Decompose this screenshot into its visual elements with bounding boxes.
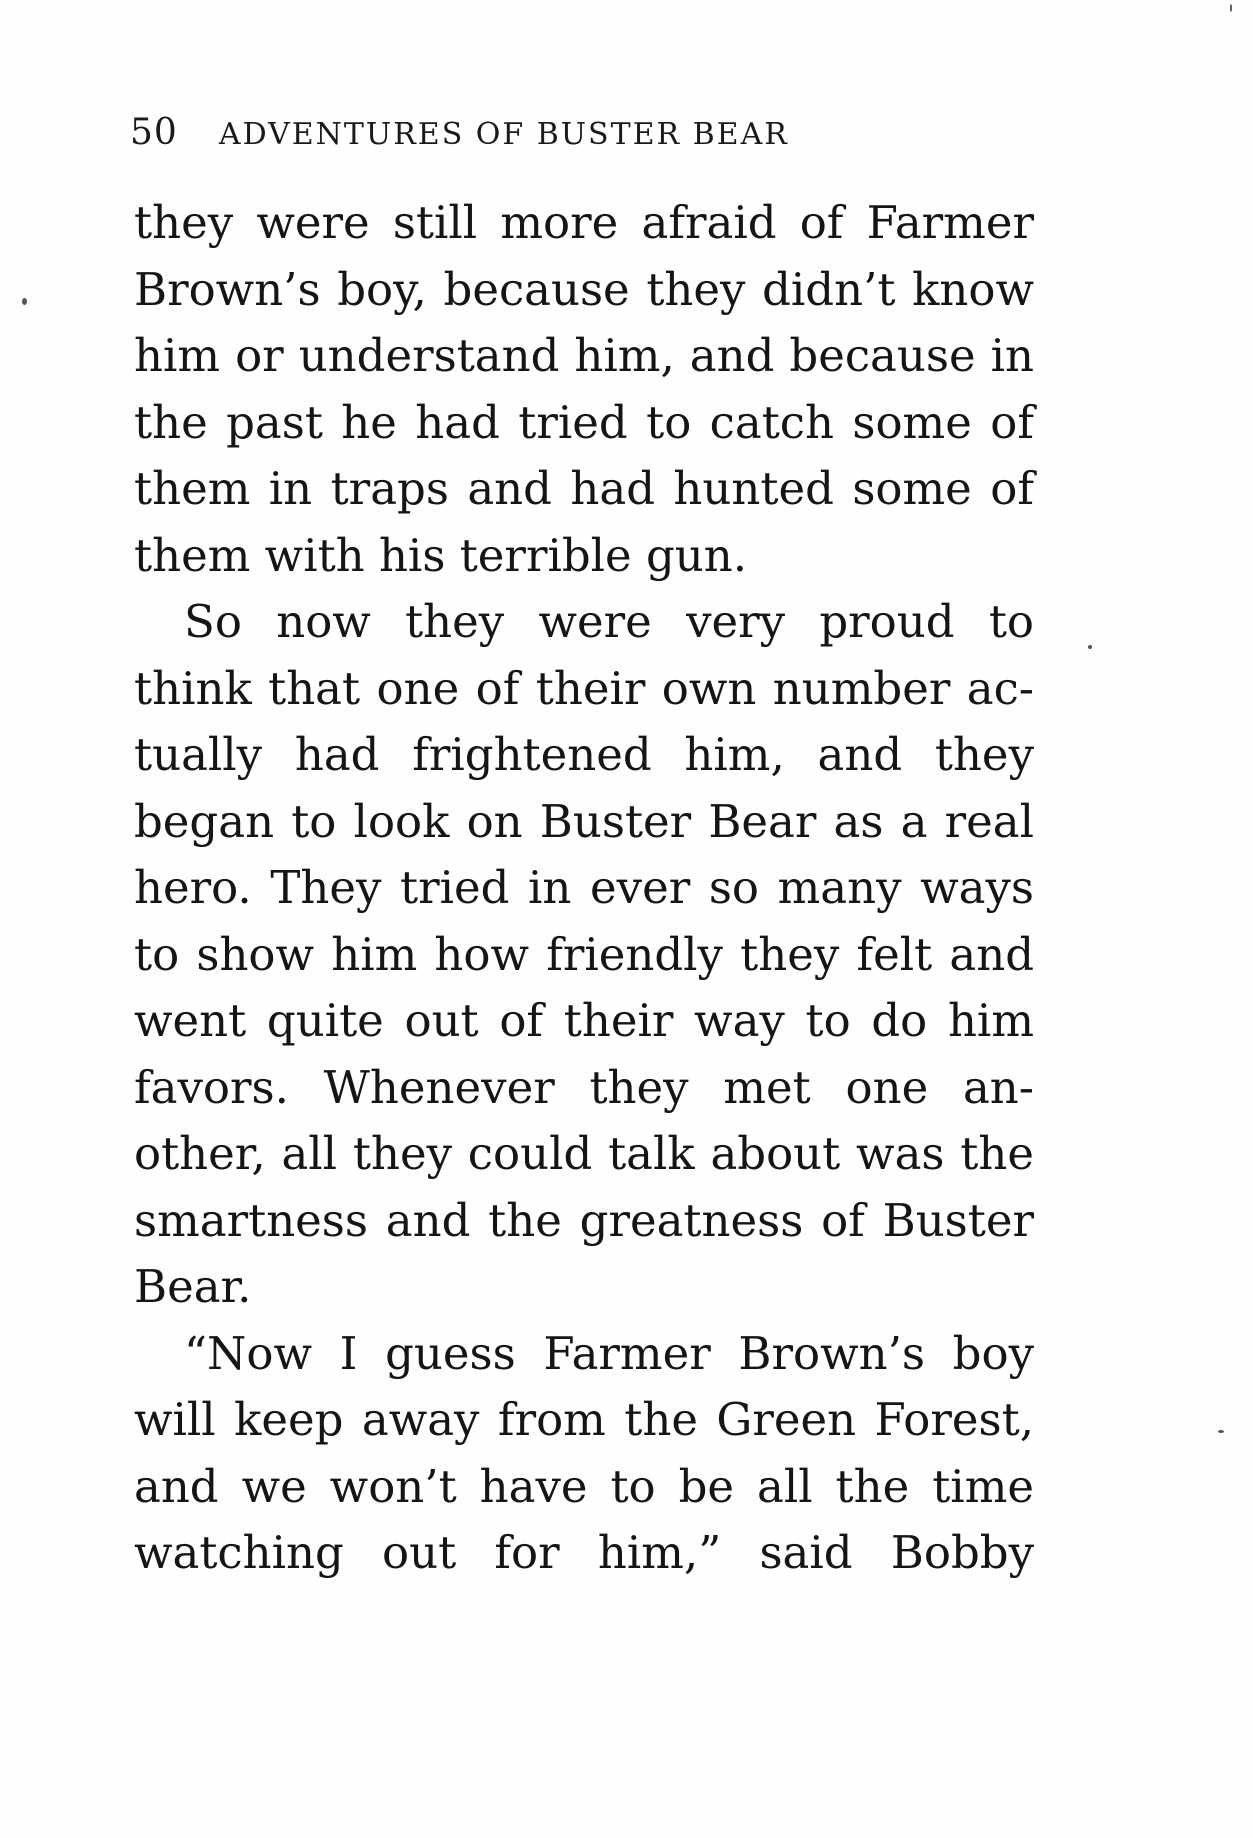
text-line: they were still more afraid of Farmer bbox=[134, 196, 1034, 249]
text-line: favors. Whenever they met one an- bbox=[134, 1060, 1034, 1114]
text-line: “Now I guess Farmer Brown’s boy bbox=[184, 1326, 1034, 1380]
text-line: smartness and the greatness of Buster bbox=[134, 1193, 1034, 1247]
paragraph-3 bbox=[134, 1321, 1034, 1587]
text-line: the past he had tried to catch some of bbox=[134, 395, 1034, 449]
text-line: think that one of their own number ac- bbox=[134, 661, 1034, 715]
scan-speck bbox=[1230, 4, 1232, 12]
body-text bbox=[134, 190, 1034, 1587]
text-line: them in traps and had hunted some of bbox=[134, 462, 1034, 515]
page-header bbox=[130, 112, 789, 153]
scan-speck bbox=[22, 298, 27, 305]
text-line: hero. They tried in ever so many ways bbox=[134, 861, 1034, 914]
scan-speck bbox=[1088, 645, 1092, 649]
text-line: went quite out of their way to do him bbox=[134, 994, 1034, 1047]
page-number: 50 bbox=[130, 112, 178, 153]
paragraph-1 bbox=[134, 190, 1034, 589]
text-line: watching out for him,” said Bobby bbox=[134, 1526, 1034, 1579]
text-line: and we won’t have to be all the time bbox=[134, 1459, 1034, 1513]
text-line: began to look on Buster Bear as a real bbox=[134, 794, 1034, 848]
text-line: other, all they could talk about was the bbox=[134, 1127, 1034, 1180]
scan-speck bbox=[1218, 1430, 1224, 1433]
text-line: Bear. bbox=[134, 1260, 252, 1313]
text-line: Brown’s boy, because they didn’t know bbox=[134, 262, 1034, 316]
text-line: to show him how friendly they felt and bbox=[134, 927, 1034, 981]
running-title: ADVENTURES OF BUSTER BEAR bbox=[218, 117, 789, 152]
text-line: tually had frightened him, and they bbox=[134, 728, 1034, 781]
paragraph-2 bbox=[134, 589, 1034, 1321]
text-line: him or understand him, and because in bbox=[134, 329, 1034, 382]
text-line: So now they were very proud to bbox=[184, 595, 1034, 648]
text-line: will keep away from the Green Forest, bbox=[134, 1393, 1034, 1446]
text-line: them with his terrible gun. bbox=[134, 528, 748, 582]
